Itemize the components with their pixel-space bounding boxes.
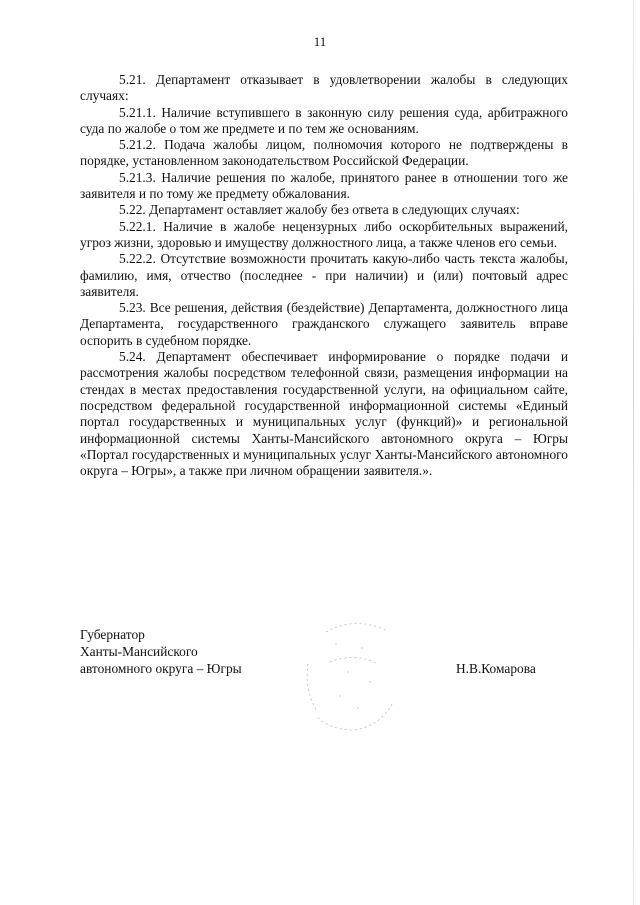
signatory-position-line: Губернатор <box>80 627 145 642</box>
paragraph-5-23: 5.23. Все решения, действия (бездействие) Департамента, должностного лица Департамента, государственного гражданского служащего заявитель вправе оспорить в судебном порядке. <box>80 300 568 348</box>
signatory-name: Н.В.Комарова <box>456 661 536 676</box>
page-number: 11 <box>313 34 327 49</box>
faint-stamp-icon <box>296 612 412 736</box>
paragraph-5-22: 5.22. Департамент оставляет жалобу без ответа в следующих случаях: <box>119 202 520 218</box>
paragraph-5-21-3: 5.21.3. Наличие решения по жалобе, принятого ранее в отношении того же заявителя и по тому же предмету обжалования. <box>80 169 568 202</box>
document-body <box>80 72 568 479</box>
paragraph-5-22-2: 5.22.2. Отсутствие возможности прочитать какую-либо часть текста жалобы, фамилию, имя, отчество (последнее - при наличии) и (или) почтовый адрес заявителя. <box>80 251 568 299</box>
paragraph-5-24: 5.24. Департамент обеспечивает информирование о порядке подачи и рассмотрения жалобы посредством телефонной связи, размещения информации на стендах в местах предоставления государственной услуги, на официальном сайте, посредством федеральной государственной информационной системы «Единый портал государственных и муниципальных услуг (функций)» и региональной информационной системы Ханты-Мансийского автономного округа – Югры «Портал государственных и муниципальных услуг Ханты-Мансийского автономного округа – Югры», а также при личном обращении заявителя.». <box>80 349 568 479</box>
signatory-position-line: Ханты-Мансийского <box>80 644 198 659</box>
paragraph-5-22-1: 5.22.1. Наличие в жалобе нецензурных либо оскорбительных выражений, угроз жизни, здоровью и имуществу должностного лица, а также членов его семьи. <box>80 218 568 250</box>
paragraph-5-21-1: 5.21.1. Наличие вступившего в законную силу решения суда, арбитражного суда по жалобе о том же предмете и по тем же основаниям. <box>80 104 568 136</box>
paragraph-5-21: 5.21. Департамент отказывает в удовлетворении жалобы в следующих случаях: <box>80 72 568 104</box>
scan-edge-line <box>633 0 634 905</box>
paragraph-5-21-2: 5.21.2. Подача жалобы лицом, полномочия которого не подтверждены в порядке, установленном законодательством Российской Федерации. <box>80 137 568 169</box>
signatory-position-line: автономного округа – Югры <box>80 661 242 676</box>
signatory-position <box>80 626 280 677</box>
